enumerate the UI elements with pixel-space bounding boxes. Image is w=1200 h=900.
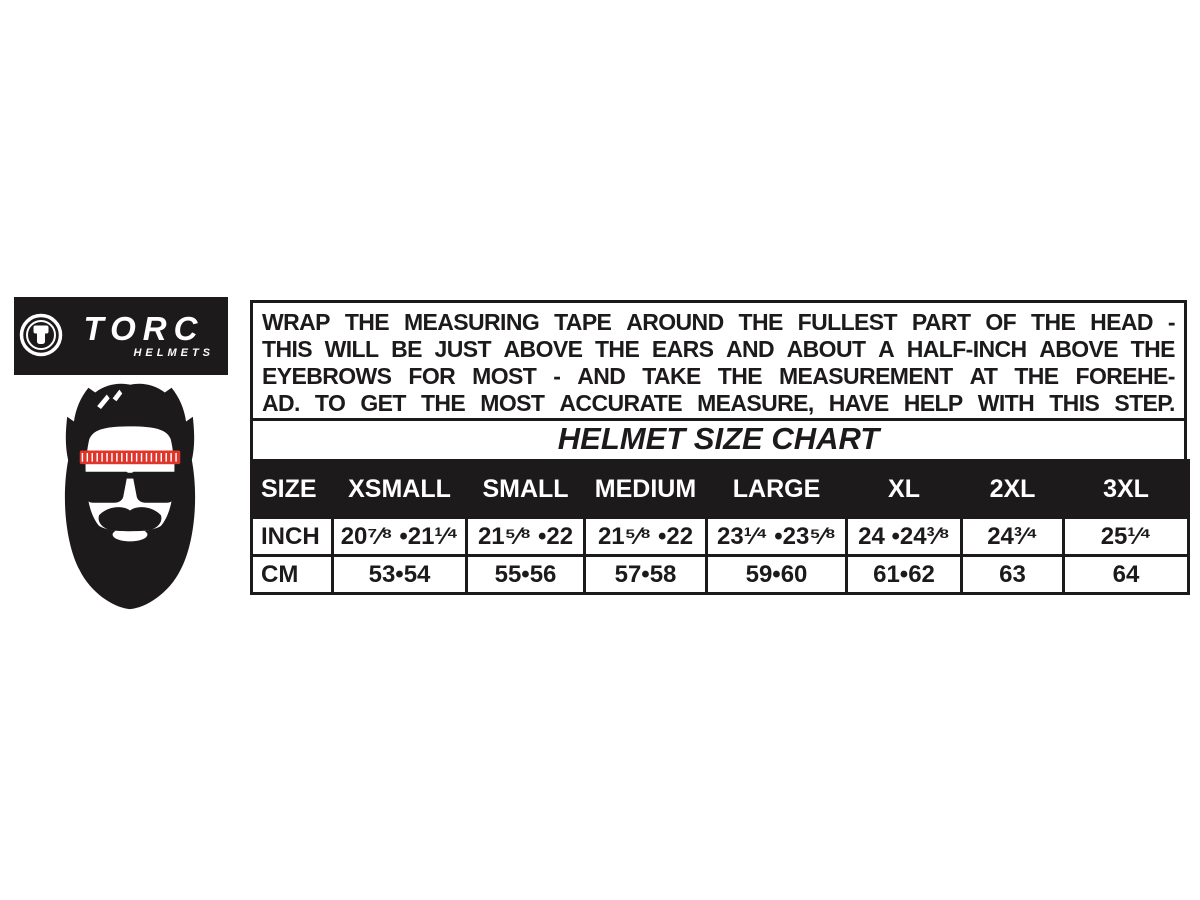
helmet-size-table (250, 459, 1190, 595)
col-header-small: SMALL (467, 461, 585, 518)
cm-3xl: 64 (1064, 556, 1189, 594)
row-label-cm: CM (252, 556, 333, 594)
inch-row (252, 518, 1189, 556)
size-chart-panel (250, 300, 1187, 595)
cm-2xl: 63 (962, 556, 1064, 594)
instruction-line: THIS WILL BE JUST ABOVE THE EARS AND ABOUT A HALF-INCH ABOVE THE (262, 336, 1175, 362)
row-label-inch: INCH (252, 518, 333, 556)
cm-xl: 61•62 (847, 556, 962, 594)
cm-medium: 57•58 (585, 556, 707, 594)
cm-row (252, 556, 1189, 594)
inch-medium: 21⁵⁄⁸ •22 (585, 518, 707, 556)
cm-large: 59•60 (707, 556, 847, 594)
inch-xl: 24 •24³⁄⁸ (847, 518, 962, 556)
logo-brand-text: TORC (83, 310, 205, 347)
cm-xsmall: 53•54 (333, 556, 467, 594)
col-header-3xl: 3XL (1064, 461, 1189, 518)
torc-logo (14, 297, 228, 375)
col-header-size: SIZE (252, 461, 333, 518)
col-header-medium: MEDIUM (585, 461, 707, 518)
col-header-large: LARGE (707, 461, 847, 518)
cm-small: 55•56 (467, 556, 585, 594)
col-header-2xl: 2XL (962, 461, 1064, 518)
inch-xsmall: 20⁷⁄⁸ •21¹⁄⁴ (333, 518, 467, 556)
inch-small: 21⁵⁄⁸ •22 (467, 518, 585, 556)
inch-3xl: 25¹⁄⁴ (1064, 518, 1189, 556)
logo-sub-text: HELMETS (133, 347, 214, 359)
instruction-line: EYEBROWS FOR MOST - AND TAKE THE MEASUREMENT AT THE FOREHE- (262, 363, 1175, 389)
instruction-line: AD. TO GET THE MOST ACCURATE MEASURE, HAVE HELP WITH THIS STEP. (262, 390, 1175, 416)
measuring-tape (80, 451, 181, 465)
instruction-line: WRAP THE MEASURING TAPE AROUND THE FULLEST PART OF THE HEAD - (262, 309, 1175, 335)
torc-circle-t-icon (19, 313, 63, 357)
inch-large: 23¹⁄⁴ •23⁵⁄⁸ (707, 518, 847, 556)
table-header-row (252, 461, 1189, 518)
col-header-xsmall: XSMALL (333, 461, 467, 518)
bearded-man-measuring-illustration (32, 379, 228, 611)
inch-2xl: 24³⁄⁴ (962, 518, 1064, 556)
col-header-xl: XL (847, 461, 962, 518)
measuring-instructions (250, 300, 1187, 421)
chart-title: HELMET SIZE CHART (250, 421, 1187, 459)
